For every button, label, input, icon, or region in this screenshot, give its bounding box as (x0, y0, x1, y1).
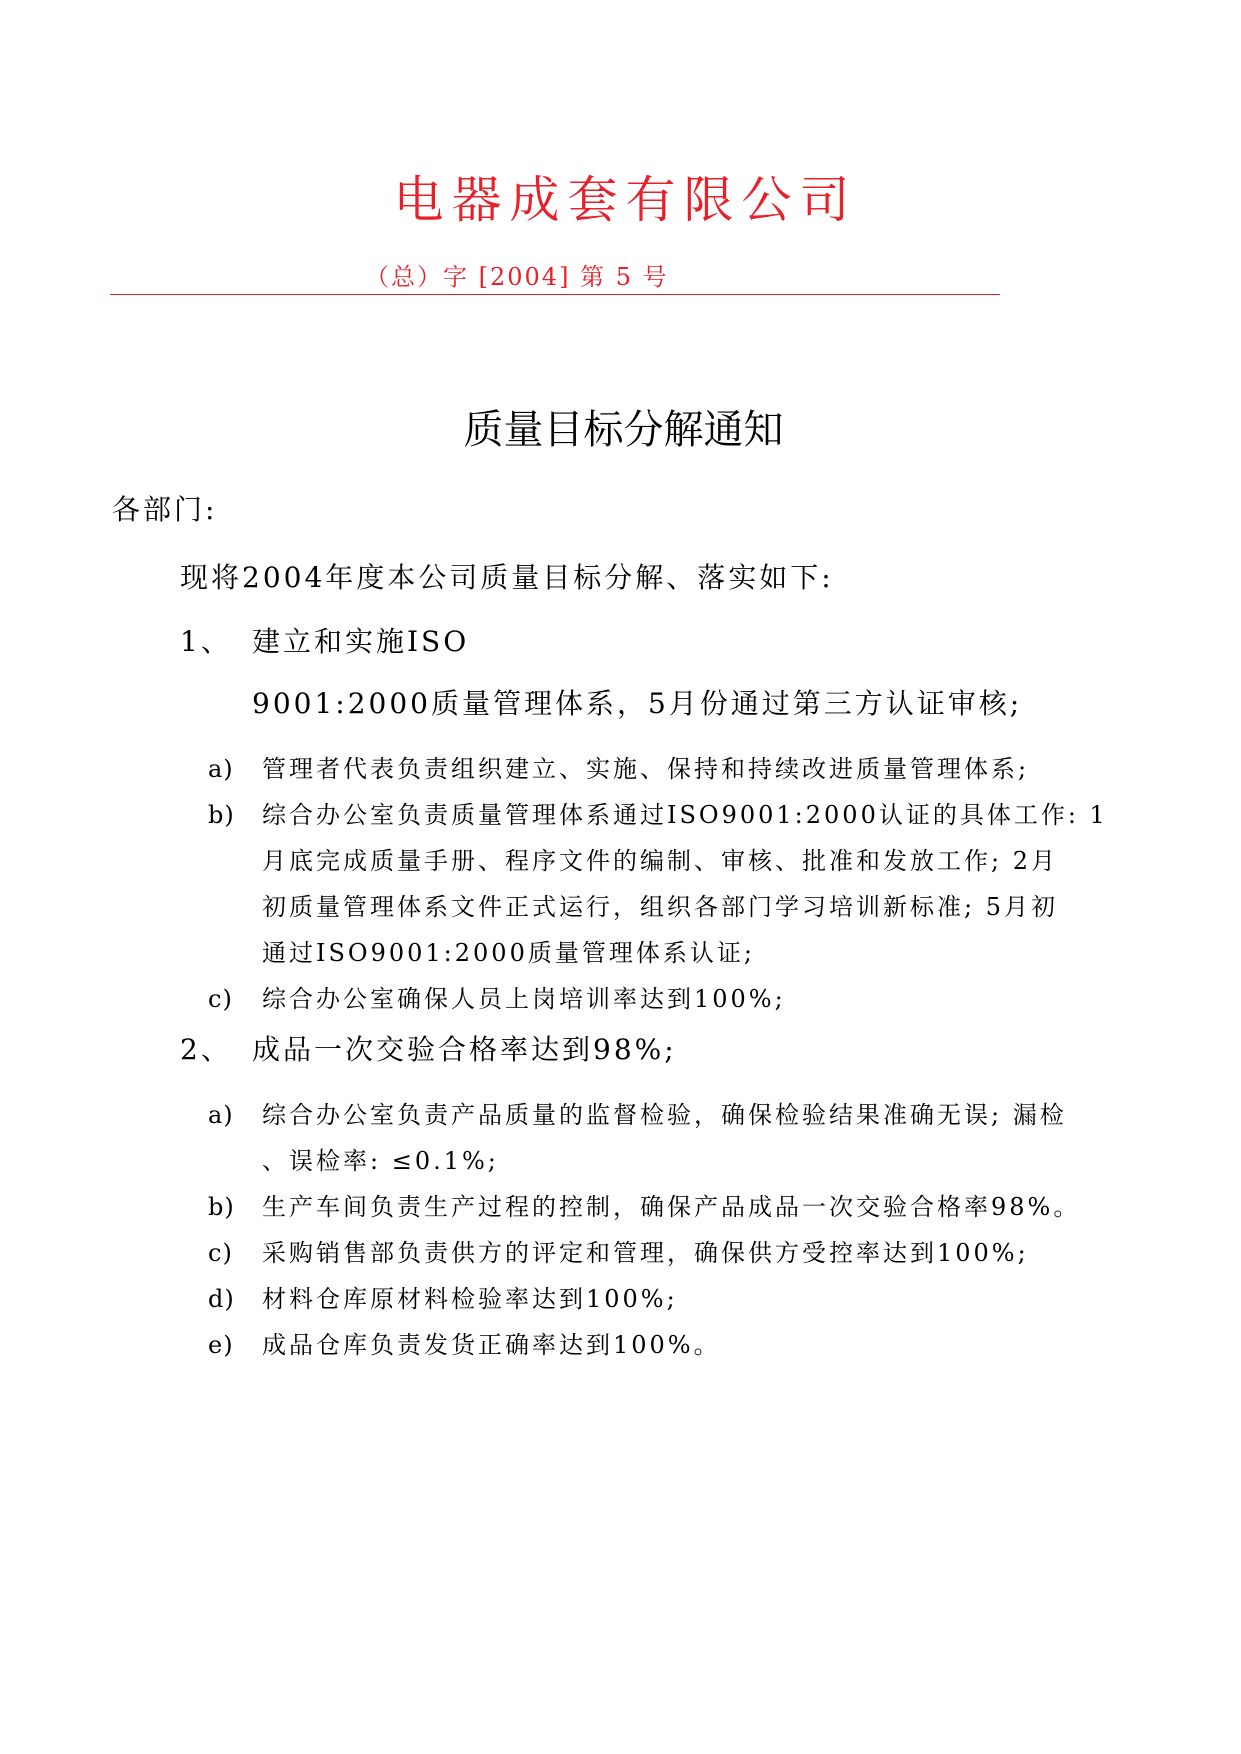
item-1-line-2: 9001:2000质量管理体系，5月份通过第三方认证审核; (252, 687, 1023, 720)
item-1-sub-a-marker: a) (208, 755, 234, 783)
item-2-sub-e-line-1: 成品仓库负责发货正确率达到100%。 (262, 1331, 721, 1359)
item-2-sub-d-marker: d) (208, 1285, 235, 1313)
notice-title: 质量目标分解通知 (463, 407, 784, 453)
salutation: 各部门: (112, 493, 218, 526)
company-name: 电器成套有限公司 (393, 171, 858, 229)
item-1-sub-b-marker: b) (208, 801, 235, 829)
item-1-sub-a-line-1: 管理者代表负责组织建立、实施、保持和持续改进质量管理体系; (262, 755, 1030, 783)
item-1-sub-b-line-4: 通过ISO9001:2000质量管理体系认证; (262, 939, 755, 967)
item-2-sub-d-line-1: 材料仓库原材料检验率达到100%; (262, 1285, 678, 1313)
item-1-sub-b-line-2: 月底完成质量手册、程序文件的编制、审核、批准和发放工作; 2月 (262, 847, 1058, 875)
item-1-sub-b-line-1: 综合办公室负责质量管理体系通过ISO9001:2000认证的具体工作: 1 (262, 801, 1108, 829)
item-2-sub-a-line-1: 综合办公室负责产品质量的监督检验，确保检验结果准确无误; 漏检 (262, 1101, 1067, 1129)
item-2-sub-b-marker: b) (208, 1193, 235, 1221)
document-number: （总）字 [2004] 第 5 号 (365, 263, 669, 291)
item-2-line-1: 成品一次交验合格率达到98%; (252, 1033, 677, 1066)
item-1-sub-c-marker: c) (208, 985, 233, 1013)
item-2-sub-b-line-1: 生产车间负责生产过程的控制，确保产品成品一次交验合格率98%。 (262, 1193, 1081, 1221)
item-1-line-1: 建立和实施ISO (252, 625, 470, 658)
item-2-sub-c-marker: c) (208, 1239, 233, 1267)
red-divider-line (110, 294, 1000, 295)
item-2-sub-a-line-2: 、误检率: ≤0.1%; (262, 1147, 499, 1175)
intro-paragraph: 现将2004年度本公司质量目标分解、落实如下: (180, 561, 834, 594)
item-2-number: 2、 (180, 1033, 232, 1066)
item-2-sub-e-marker: e) (208, 1331, 234, 1359)
item-2-sub-c-line-1: 采购销售部负责供方的评定和管理，确保供方受控率达到100%; (262, 1239, 1029, 1267)
item-2-sub-a-marker: a) (208, 1101, 234, 1129)
item-1-number: 1、 (180, 625, 232, 658)
item-1-sub-c-line-1: 综合办公室确保人员上岗培训率达到100%; (262, 985, 786, 1013)
item-1-sub-b-line-3: 初质量管理体系文件正式运行，组织各部门学习培训新标准; 5月初 (262, 893, 1058, 921)
